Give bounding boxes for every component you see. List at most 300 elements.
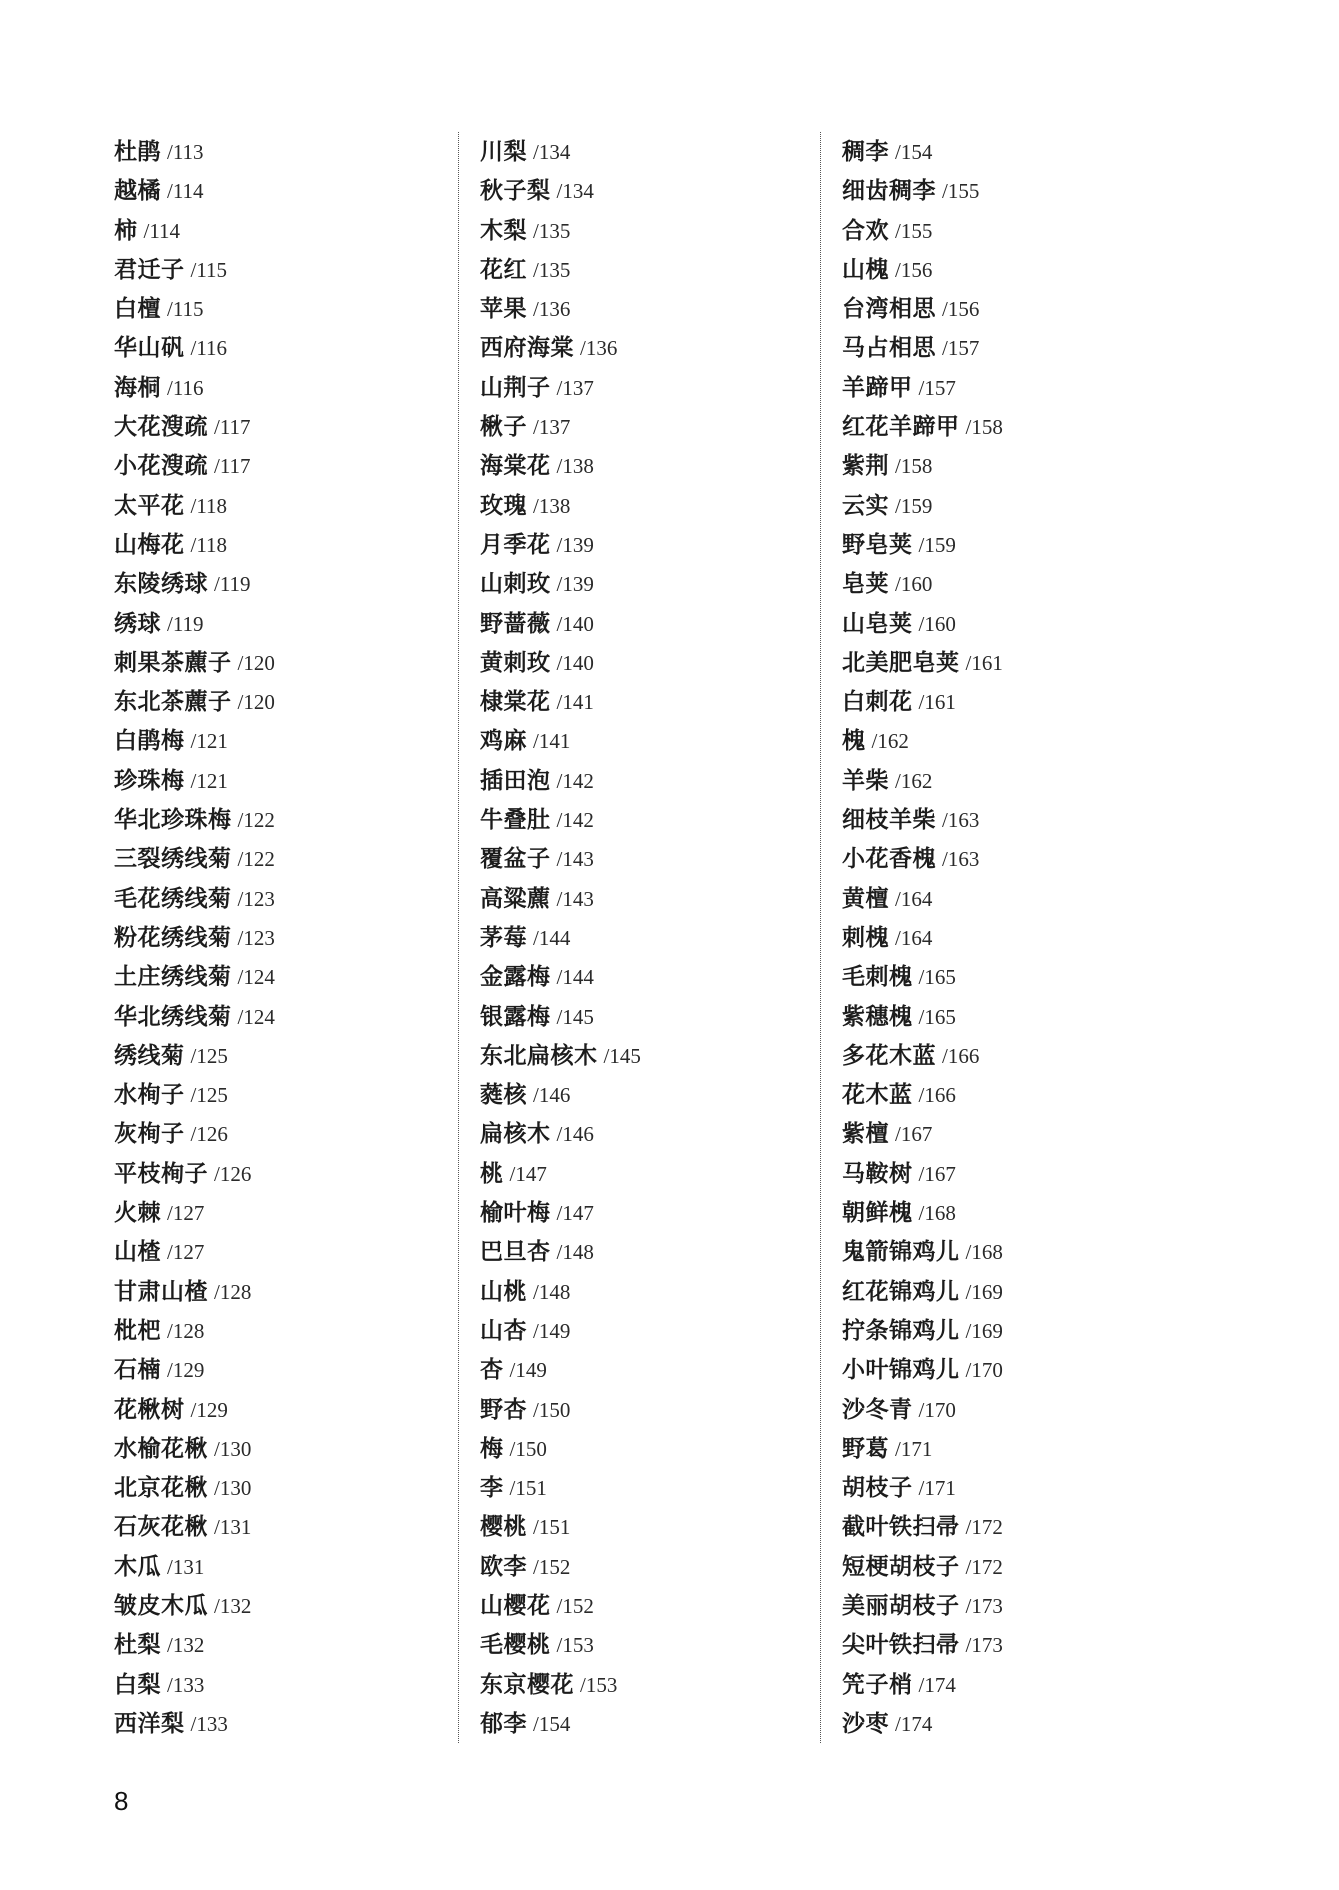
page-reference: /163 xyxy=(942,847,980,872)
page-reference: /130 xyxy=(214,1476,252,1501)
species-name: 海桐 xyxy=(114,373,161,401)
index-entry xyxy=(480,564,820,603)
page-reference: /155 xyxy=(942,179,980,204)
species-name: 华北珍珠梅 xyxy=(114,806,232,834)
page-reference: /120 xyxy=(237,690,275,715)
species-name: 杜鹃 xyxy=(114,138,161,165)
page-reference: /121 xyxy=(190,768,228,793)
page-reference: /171 xyxy=(895,1436,933,1461)
page-reference: /151 xyxy=(509,1476,547,1501)
species-name: 山梅花 xyxy=(114,530,185,558)
page-reference: /124 xyxy=(237,1004,275,1029)
index-entry xyxy=(114,1547,454,1586)
page-reference: /172 xyxy=(965,1515,1003,1540)
index-entry xyxy=(842,1507,1182,1546)
page-reference: /158 xyxy=(895,454,933,479)
page-reference: /119 xyxy=(214,572,251,597)
page-reference: /166 xyxy=(918,1083,956,1108)
page-reference: /147 xyxy=(509,1161,547,1186)
index-entry xyxy=(480,800,820,839)
page-reference: /138 xyxy=(533,493,571,518)
species-name: 枇杷 xyxy=(114,1316,161,1344)
page-reference: /157 xyxy=(942,336,980,361)
page-reference: /145 xyxy=(603,1043,641,1068)
index-entry xyxy=(842,564,1182,603)
page-reference: /141 xyxy=(556,690,594,715)
index-entry xyxy=(114,800,454,839)
page-reference: /173 xyxy=(965,1593,1003,1618)
species-name: 黄檀 xyxy=(842,884,889,912)
species-name: 刺槐 xyxy=(842,923,889,951)
species-name: 柿 xyxy=(114,216,138,244)
species-name: 稠李 xyxy=(842,138,889,165)
index-entry xyxy=(114,1154,454,1193)
page-reference: /125 xyxy=(190,1043,228,1068)
species-name: 大花溲疏 xyxy=(114,413,208,441)
species-name: 扁核木 xyxy=(480,1120,551,1148)
index-entry xyxy=(114,1350,454,1389)
species-name: 黄刺玫 xyxy=(480,648,551,676)
index-entry xyxy=(114,368,454,407)
species-name: 朝鲜槐 xyxy=(842,1199,913,1227)
index-entry xyxy=(842,486,1182,525)
page-reference: /116 xyxy=(190,336,228,361)
species-name: 花木蓝 xyxy=(842,1081,913,1109)
species-name: 北京花楸 xyxy=(114,1474,208,1502)
index-entry xyxy=(480,1350,820,1389)
page-reference: /149 xyxy=(509,1358,547,1383)
index-entry xyxy=(114,1586,454,1625)
page-reference: /137 xyxy=(556,375,594,400)
species-name: 楸子 xyxy=(480,413,527,441)
page-reference: /150 xyxy=(533,1397,571,1422)
species-name: 沙枣 xyxy=(842,1709,889,1737)
page-reference: /153 xyxy=(580,1672,618,1697)
species-name: 红花羊蹄甲 xyxy=(842,413,960,441)
page-reference: /134 xyxy=(533,140,571,164)
species-name: 皂荚 xyxy=(842,570,889,598)
index-entry xyxy=(842,957,1182,996)
index-entry xyxy=(480,1625,820,1664)
species-name: 拧条锦鸡儿 xyxy=(842,1316,960,1344)
index-entry xyxy=(114,839,454,878)
species-name: 山樱花 xyxy=(480,1591,551,1619)
index-column-2 xyxy=(458,132,820,1743)
species-name: 山杏 xyxy=(480,1316,527,1344)
species-name: 东北扁核木 xyxy=(480,1041,598,1069)
index-entry xyxy=(480,1429,820,1468)
page-reference: /154 xyxy=(895,140,933,164)
page-reference: /167 xyxy=(918,1161,956,1186)
page-reference: /152 xyxy=(533,1554,571,1579)
species-name: 越橘 xyxy=(114,177,161,205)
page-reference: /134 xyxy=(556,179,594,204)
index-entry xyxy=(842,525,1182,564)
species-name: 紫檀 xyxy=(842,1120,889,1148)
species-name: 水榆花楸 xyxy=(114,1434,208,1462)
index-entry xyxy=(842,328,1182,367)
index-entry xyxy=(480,721,820,760)
index-entry xyxy=(842,1350,1182,1389)
index-entry xyxy=(480,682,820,721)
index-entry xyxy=(114,1036,454,1075)
species-name: 月季花 xyxy=(480,530,551,558)
page-reference: /156 xyxy=(942,297,980,322)
index-entry xyxy=(114,1311,454,1350)
index-entry xyxy=(114,1193,454,1232)
species-name: 绣球 xyxy=(114,609,161,637)
index-entry xyxy=(114,407,454,446)
page-reference: /135 xyxy=(533,257,571,282)
index-entry xyxy=(114,1429,454,1468)
species-name: 秋子梨 xyxy=(480,177,551,205)
page-reference: /168 xyxy=(918,1201,956,1226)
page-reference: /143 xyxy=(556,847,594,872)
page-reference: /118 xyxy=(190,493,228,518)
species-name: 杜梨 xyxy=(114,1631,161,1659)
page-reference: /146 xyxy=(533,1083,571,1108)
species-name: 山槐 xyxy=(842,255,889,283)
species-name: 西府海棠 xyxy=(480,334,574,362)
index-entry xyxy=(480,918,820,957)
species-name: 山刺玫 xyxy=(480,570,551,598)
species-name: 川梨 xyxy=(480,138,527,165)
index-entry xyxy=(480,328,820,367)
index-entry xyxy=(114,1665,454,1704)
species-name: 细齿稠李 xyxy=(842,177,936,205)
species-name: 木梨 xyxy=(480,216,527,244)
species-name: 榆叶梅 xyxy=(480,1199,551,1227)
index-entry xyxy=(480,250,820,289)
page-reference: /167 xyxy=(895,1122,933,1147)
page-reference: /121 xyxy=(190,729,228,754)
index-entry xyxy=(842,643,1182,682)
index-entry xyxy=(114,486,454,525)
index-entry xyxy=(114,761,454,800)
index-entry xyxy=(480,211,820,250)
species-name: 毛刺槐 xyxy=(842,963,913,991)
index-entry xyxy=(480,761,820,800)
index-entry xyxy=(842,997,1182,1036)
species-name: 毛花绣线菊 xyxy=(114,884,232,912)
page-reference: /150 xyxy=(509,1436,547,1461)
species-name: 沙冬青 xyxy=(842,1395,913,1423)
species-name: 北美肥皂荚 xyxy=(842,648,960,676)
species-name: 茅莓 xyxy=(480,923,527,951)
index-entry xyxy=(114,446,454,485)
page-reference: /115 xyxy=(190,257,228,282)
species-name: 海棠花 xyxy=(480,452,551,480)
species-name: 野皂荚 xyxy=(842,530,913,558)
index-entry xyxy=(480,171,820,210)
page-reference: /160 xyxy=(918,611,956,636)
page-reference: /174 xyxy=(918,1672,956,1697)
page-reference: /138 xyxy=(556,454,594,479)
page-reference: /165 xyxy=(918,965,956,990)
index-entry xyxy=(842,839,1182,878)
species-name: 银露梅 xyxy=(480,1002,551,1030)
index-entry xyxy=(480,1193,820,1232)
species-name: 君迁子 xyxy=(114,255,185,283)
page-reference: /148 xyxy=(533,1279,571,1304)
species-name: 东京樱花 xyxy=(480,1670,574,1698)
page-reference: /158 xyxy=(965,415,1003,440)
page-reference: /135 xyxy=(533,218,571,243)
species-name: 华北绣线菊 xyxy=(114,1002,232,1030)
species-name: 鸡麻 xyxy=(480,727,527,755)
species-name: 蕤核 xyxy=(480,1081,527,1109)
species-name: 三裂绣线菊 xyxy=(114,845,232,873)
species-name: 绣线菊 xyxy=(114,1041,185,1069)
index-entry xyxy=(480,1075,820,1114)
page-reference: /145 xyxy=(556,1004,594,1029)
species-name: 马鞍树 xyxy=(842,1159,913,1187)
species-name: 野杏 xyxy=(480,1395,527,1423)
index-entry xyxy=(114,1114,454,1153)
index-entry xyxy=(842,132,1182,171)
index-entry xyxy=(842,604,1182,643)
page-reference: /174 xyxy=(895,1711,933,1736)
page-reference: /146 xyxy=(556,1122,594,1147)
page-reference: /124 xyxy=(237,965,275,990)
species-name: 白鹃梅 xyxy=(114,727,185,755)
index-entry xyxy=(842,1625,1182,1664)
index-entry xyxy=(480,1114,820,1153)
page-reference: /122 xyxy=(237,808,275,833)
species-name: 白刺花 xyxy=(842,688,913,716)
page-reference: /131 xyxy=(167,1554,205,1579)
page-reference: /166 xyxy=(942,1043,980,1068)
index-entry xyxy=(842,1311,1182,1350)
species-name: 巴旦杏 xyxy=(480,1238,551,1266)
page-reference: /161 xyxy=(918,690,956,715)
species-name: 石楠 xyxy=(114,1356,161,1384)
index-entry xyxy=(480,1272,820,1311)
page-reference: /170 xyxy=(918,1397,956,1422)
page-reference: /123 xyxy=(237,925,275,950)
page-reference: /133 xyxy=(190,1711,228,1736)
page-reference: /141 xyxy=(533,729,571,754)
index-entry xyxy=(842,1114,1182,1153)
index-column-3 xyxy=(820,132,1182,1743)
species-name: 鬼箭锦鸡儿 xyxy=(842,1238,960,1266)
index-entry xyxy=(842,721,1182,760)
page-reference: /163 xyxy=(942,808,980,833)
species-name: 东北茶藨子 xyxy=(114,688,232,716)
index-entry xyxy=(114,957,454,996)
page-reference: /169 xyxy=(965,1318,1003,1343)
page-reference: /116 xyxy=(167,375,204,400)
species-index xyxy=(0,132,1339,1752)
index-entry xyxy=(114,1507,454,1546)
species-name: 金露梅 xyxy=(480,963,551,991)
index-entry xyxy=(114,682,454,721)
index-entry xyxy=(114,1232,454,1271)
page-reference: /143 xyxy=(556,886,594,911)
index-entry xyxy=(842,368,1182,407)
species-name: 山桃 xyxy=(480,1277,527,1305)
page-number: 8 xyxy=(114,1786,129,1816)
index-entry xyxy=(114,643,454,682)
species-name: 高粱藨 xyxy=(480,884,551,912)
index-entry xyxy=(480,486,820,525)
species-name: 胡枝子 xyxy=(842,1474,913,1502)
species-name: 梅 xyxy=(480,1434,504,1462)
index-entry xyxy=(480,1232,820,1271)
species-name: 多花木蓝 xyxy=(842,1041,936,1069)
page-reference: /155 xyxy=(895,218,933,243)
page-reference: /142 xyxy=(556,768,594,793)
index-entry xyxy=(114,1468,454,1507)
page-reference: /169 xyxy=(965,1279,1003,1304)
index-entry xyxy=(842,1390,1182,1429)
page-reference: /117 xyxy=(214,415,251,440)
index-entry xyxy=(480,1547,820,1586)
page-reference: /129 xyxy=(190,1397,228,1422)
index-entry xyxy=(480,1704,820,1743)
species-name: 郁李 xyxy=(480,1709,527,1737)
index-entry xyxy=(842,1154,1182,1193)
species-name: 短梗胡枝子 xyxy=(842,1552,960,1580)
index-entry xyxy=(114,564,454,603)
page-reference: /128 xyxy=(214,1279,252,1304)
species-name: 桃 xyxy=(480,1159,504,1187)
page-reference: /152 xyxy=(556,1593,594,1618)
page-reference: /132 xyxy=(214,1593,252,1618)
page-reference: /159 xyxy=(918,532,956,557)
species-name: 笐子梢 xyxy=(842,1670,913,1698)
index-entry xyxy=(480,1665,820,1704)
species-name: 粉花绣线菊 xyxy=(114,923,232,951)
species-name: 小叶锦鸡儿 xyxy=(842,1356,960,1384)
index-entry xyxy=(842,446,1182,485)
page-reference: /162 xyxy=(871,729,909,754)
index-entry xyxy=(480,368,820,407)
index-entry xyxy=(842,1547,1182,1586)
index-entry xyxy=(480,1586,820,1625)
page-reference: /171 xyxy=(918,1476,956,1501)
species-name: 太平花 xyxy=(114,491,185,519)
index-entry xyxy=(114,1704,454,1743)
page-reference: /126 xyxy=(214,1161,252,1186)
page-reference: /136 xyxy=(533,297,571,322)
species-name: 台湾相思 xyxy=(842,295,936,323)
species-name: 截叶铁扫帚 xyxy=(842,1513,960,1541)
page-reference: /114 xyxy=(167,179,204,204)
index-entry xyxy=(842,250,1182,289)
species-name: 苹果 xyxy=(480,295,527,323)
page-reference: /173 xyxy=(965,1633,1003,1658)
index-entry xyxy=(480,957,820,996)
page-reference: /147 xyxy=(556,1201,594,1226)
species-name: 牛叠肚 xyxy=(480,806,551,834)
page-reference: /122 xyxy=(237,847,275,872)
index-entry xyxy=(480,604,820,643)
page-reference: /133 xyxy=(167,1672,205,1697)
page-reference: /140 xyxy=(556,611,594,636)
index-entry xyxy=(842,1036,1182,1075)
page-reference: /165 xyxy=(918,1004,956,1029)
index-entry xyxy=(842,407,1182,446)
index-entry xyxy=(842,682,1182,721)
species-name: 花红 xyxy=(480,255,527,283)
index-entry xyxy=(114,1390,454,1429)
index-list-1 xyxy=(114,132,454,1743)
index-column-1 xyxy=(114,132,454,1743)
index-entry xyxy=(842,1193,1182,1232)
species-name: 西洋梨 xyxy=(114,1709,185,1737)
index-entry xyxy=(842,879,1182,918)
page-reference: /157 xyxy=(918,375,956,400)
species-name: 云实 xyxy=(842,491,889,519)
index-entry xyxy=(114,289,454,328)
species-name: 细枝羊柴 xyxy=(842,806,936,834)
index-entry xyxy=(480,132,820,171)
index-entry xyxy=(114,604,454,643)
page-reference: /140 xyxy=(556,650,594,675)
index-entry xyxy=(842,289,1182,328)
index-entry xyxy=(480,997,820,1036)
index-entry xyxy=(842,1704,1182,1743)
species-name: 合欢 xyxy=(842,216,889,244)
species-name: 插田泡 xyxy=(480,766,551,794)
page-reference: /154 xyxy=(533,1711,571,1736)
species-name: 皱皮木瓜 xyxy=(114,1591,208,1619)
index-entry xyxy=(480,1154,820,1193)
species-name: 甘肃山楂 xyxy=(114,1277,208,1305)
species-name: 羊蹄甲 xyxy=(842,373,913,401)
page-reference: /156 xyxy=(895,257,933,282)
index-entry xyxy=(842,1075,1182,1114)
page-reference: /130 xyxy=(214,1436,252,1461)
index-entry xyxy=(114,879,454,918)
index-entry xyxy=(480,1036,820,1075)
species-name: 木瓜 xyxy=(114,1552,161,1580)
species-name: 羊柴 xyxy=(842,766,889,794)
species-name: 土庄绣线菊 xyxy=(114,963,232,991)
index-entry xyxy=(842,171,1182,210)
index-entry xyxy=(842,1665,1182,1704)
index-entry xyxy=(480,839,820,878)
species-name: 灰栒子 xyxy=(114,1120,185,1148)
page-reference: /114 xyxy=(143,218,181,243)
index-entry xyxy=(480,1468,820,1507)
species-name: 欧李 xyxy=(480,1552,527,1580)
index-entry xyxy=(842,1272,1182,1311)
page-reference: /119 xyxy=(167,611,204,636)
species-name: 平枝栒子 xyxy=(114,1159,208,1187)
species-name: 火棘 xyxy=(114,1199,161,1227)
page-reference: /139 xyxy=(556,532,594,557)
index-entry xyxy=(842,211,1182,250)
page-reference: /144 xyxy=(556,965,594,990)
page-reference: /168 xyxy=(965,1240,1003,1265)
index-entry xyxy=(114,211,454,250)
species-name: 玫瑰 xyxy=(480,491,527,519)
page-reference: /161 xyxy=(965,650,1003,675)
page-reference: /129 xyxy=(167,1358,205,1383)
species-name: 野蔷薇 xyxy=(480,609,551,637)
species-name: 山皂荚 xyxy=(842,609,913,637)
species-name: 东陵绣球 xyxy=(114,570,208,598)
species-name: 红花锦鸡儿 xyxy=(842,1277,960,1305)
species-name: 白檀 xyxy=(114,295,161,323)
species-name: 刺果茶藨子 xyxy=(114,648,232,676)
page-reference: /132 xyxy=(167,1633,205,1658)
index-entry xyxy=(114,1625,454,1664)
index-entry xyxy=(480,289,820,328)
index-entry xyxy=(480,879,820,918)
